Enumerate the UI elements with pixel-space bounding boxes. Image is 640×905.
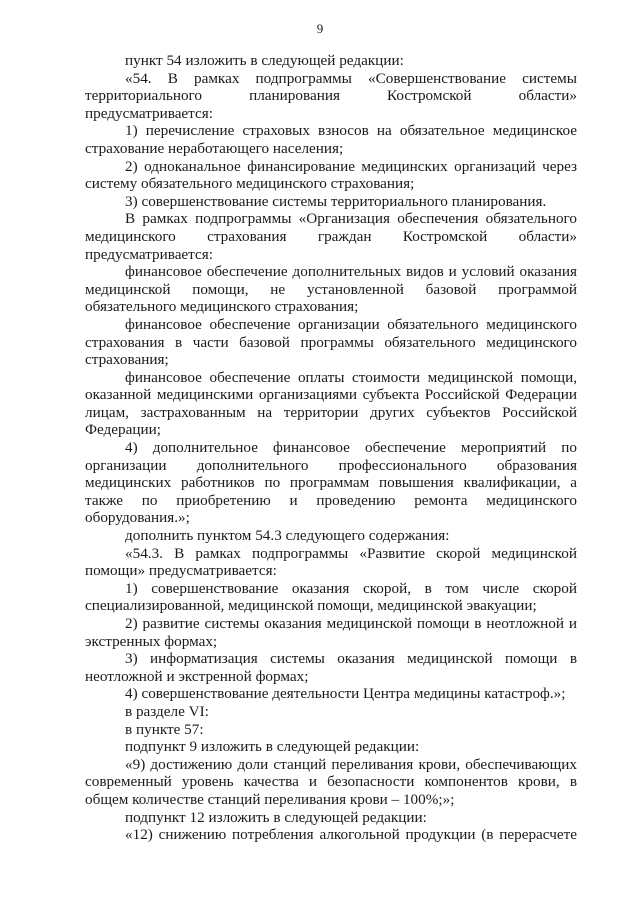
paragraph: дополнить пунктом 54.3 следующего содержания: bbox=[125, 527, 450, 545]
paragraph: «54.3. В рамках подпрограммы «Развитие скорой медицинской помощи» предусматривается: bbox=[85, 544, 577, 580]
paragraph: 4) дополнительное финансовое обеспечение мероприятий по организации дополнительного профессионального образования медицинских работников по программам повышения квалификации, а также по приобретению и проведению ремонта медицинского оборудования.»; bbox=[85, 439, 577, 527]
paragraph: 1) перечисление страховых взносов на обязательное медицинское страхование неработающего населения; bbox=[85, 122, 577, 157]
document-body bbox=[85, 52, 577, 844]
paragraph: 3) информатизация системы оказания медицинской помощи в неотложной и экстренной формах; bbox=[85, 650, 577, 685]
paragraph: 2) развитие системы оказания медицинской помощи в неотложной и экстренных формах; bbox=[85, 615, 577, 650]
paragraph: «12) снижению потребления алкогольной продукции (в перерасчете bbox=[125, 826, 577, 844]
paragraph: «54. В рамках подпрограммы «Совершенствование системы территориального планирования Костромской области» предусматривается: bbox=[85, 69, 577, 122]
paragraph: 2) одноканальное финансирование медицинских организаций через систему обязательного медицинского страхования; bbox=[85, 157, 577, 193]
paragraph: В рамках подпрограммы «Организация обеспечения обязательного медицинского страхования граждан Костромской области» предусматривается: bbox=[85, 210, 577, 263]
paragraph: подпункт 12 изложить в следующей редакции: bbox=[125, 808, 427, 826]
paragraph: в разделе VI: bbox=[125, 702, 209, 720]
paragraph: «9) достижению доли станций переливания крови, обеспечивающих современный уровень качества и безопасности компонентов крови, в общем количестве станций переливания крови – 100%;»; bbox=[85, 755, 577, 808]
paragraph: 3) совершенствование системы территориального планирования. bbox=[125, 192, 547, 210]
page-number: 9 bbox=[316, 21, 324, 36]
paragraph: в пункте 57: bbox=[125, 720, 204, 738]
paragraph: финансовое обеспечение организации обязательного медицинского страхования в части базовой программы обязательного медицинского страхования; bbox=[85, 315, 577, 369]
paragraph: финансовое обеспечение дополнительных видов и условий оказания медицинской помощи, не установленной базовой программой обязательного медицинского страхования; bbox=[85, 263, 577, 316]
paragraph: 4) совершенствование деятельности Центра медицины катастроф.»; bbox=[125, 685, 566, 703]
paragraph: 1) совершенствование оказания скорой, в том числе скорой специализированной, медицинской помощи, медицинской эвакуации; bbox=[85, 579, 577, 615]
paragraph: пункт 54 изложить в следующей редакции: bbox=[125, 52, 404, 69]
paragraph: подпункт 9 изложить в следующей редакции: bbox=[125, 738, 420, 756]
paragraph: финансовое обеспечение оплаты стоимости медицинской помощи, оказанной медицинскими организациями субъекта Российской Федерации лицам, застрахованным на территории других субъектов Российской Федерации; bbox=[85, 368, 577, 439]
